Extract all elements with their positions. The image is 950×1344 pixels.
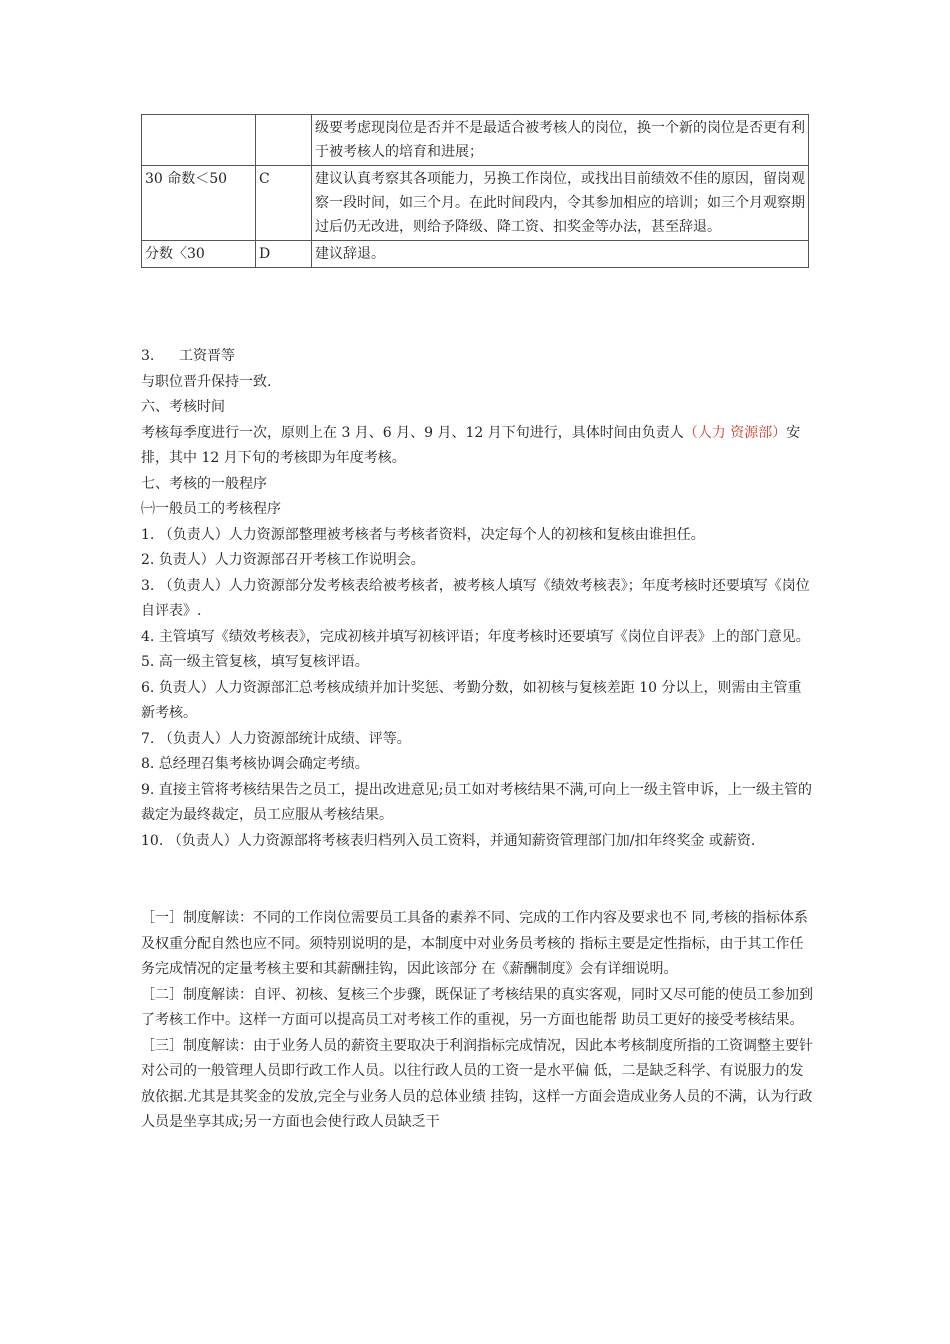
section-heading: 六、考核时间 xyxy=(141,399,225,415)
score-cell xyxy=(142,115,256,166)
score-cell: 30 命数＜50 xyxy=(142,166,256,241)
text-run: 考核每季度进行一次，原则上在 3 月、6 月、9 月、12 月下旬进行，具体时间由负责人 xyxy=(141,424,684,441)
advice-cell: 级要考虑现岗位是否并不是最适合被考核人的岗位，换一个新的岗位是否更有利于被考核人的培育和进展； xyxy=(312,115,809,166)
grade-cell: D xyxy=(256,241,312,268)
section-number: 3. xyxy=(141,348,155,364)
list-item: 6. 负责人）人力资源部汇总考核成绩并加计奖惩、考勤分数，如初核与复核差距 10 分以上，则需由主管重新考核。 xyxy=(141,679,802,721)
score-cell: 分数〈30 xyxy=(142,241,256,268)
list-item: 10. （负责人）人力资源部将考核表归档列入员工资料，并通知薪资管理部门加/扣年终奖金 或薪资. xyxy=(141,832,756,849)
grade-cell xyxy=(256,115,312,166)
list-item: 7. （负责人）人力资源部统计成绩、评等。 xyxy=(141,730,411,747)
highlight-text: （人力 资源部） xyxy=(683,424,787,441)
table-row xyxy=(142,166,809,241)
table-row xyxy=(142,115,809,166)
advice-cell: 建议辞退。 xyxy=(312,241,809,268)
text-run: 安排，其中 12 月下旬的考核即为年度考核。 xyxy=(141,424,801,466)
list-item: 8. 总经理召集考核协调会确定考绩。 xyxy=(141,756,369,772)
note-paragraph: ［二］制度解读：自评、初核、复核三个步骤，既保证了考核结果的真实客观，同时又尽可能的使员工参加到了考核工作中。这样一方面可以提高员工对考核工作的重视，另一方面也能帮 助员工更好的接受考核结果。 xyxy=(141,986,813,1028)
grade-table xyxy=(141,114,809,268)
list-item: 5. 高一级主管复核，填写复核评语。 xyxy=(141,654,369,670)
subsection-heading: ㈠一般员工的考核程序 xyxy=(141,501,281,517)
spacer xyxy=(141,854,813,906)
paragraph: 与职位晋升保持一致. xyxy=(141,373,272,390)
note-paragraph: ［一］制度解读：不同的工作岗位需要员工具备的素养不同、完成的工作内容及要求也不 同,考核的指标体系及权重分配自然也应不同。须特别说明的是，本制度中对业务员考核的 指标主要是定性指标，由于其工作任务完成情况的定量考核主要和其薪酬挂钩，因此该部分 在《薪酬制度》会有详细说明。 xyxy=(141,910,808,977)
list-item: 2. 负责人）人力资源部召开考核工作说明会。 xyxy=(141,552,425,568)
grade-cell: C xyxy=(256,166,312,241)
paragraph xyxy=(141,421,813,472)
advice-cell: 建议认真考察其各项能力，另换工作岗位，或找出目前绩效不佳的原因，留岗观察一段时间，如三个月。在此时间段内，令其参加相应的培训；如三个月观察期过后仍无改进，则给予降级、降工资、扣奖金等办法，甚至辞退。 xyxy=(312,166,809,241)
section-heading: 七、考核的一般程序 xyxy=(141,475,267,492)
table-row xyxy=(142,241,809,268)
list-item: 9. 直接主管将考核结果告之员工，提出改进意见;员工如对考核结果不满,可向上一级主管申诉，上一级主管的裁定为最终裁定，员工应服从考核结果。 xyxy=(141,781,812,823)
section-heading xyxy=(141,344,813,370)
note-paragraph: ［三］制度解读：由于业务人员的薪资主要取决于利润指标完成情况，因此本考核制度所指的工资调整主要针对公司的一般管理人员即行政工作人员。以往行政人员的工资一是水平偏 低，二是缺乏科学、有说服力的发放依据.尤其是其奖金的发放,完全与业务人员的总体业绩 挂钩，这样一方面会造成业务人员的不满，认为行政人员是坐享其成;另一方面也会使行政人员缺乏干 xyxy=(141,1037,813,1130)
document-body xyxy=(141,344,813,1136)
section-title: 工资晋等 xyxy=(179,348,235,364)
list-item: 1. （负责人）人力资源部整理被考核者与考核者资料，决定每个人的初核和复核由谁担任。 xyxy=(141,526,705,543)
list-item: 4. 主管填写《绩效考核表》，完成初核并填写初核评语；年度考核时还要填写《岗位自评表》上的部门意见。 xyxy=(141,628,810,645)
list-item: 3. （负责人）人力资源部分发考核表给被考核者，被考核人填写《绩效考核表》；年度考核时还要填写《岗位自评表》. xyxy=(141,577,810,619)
